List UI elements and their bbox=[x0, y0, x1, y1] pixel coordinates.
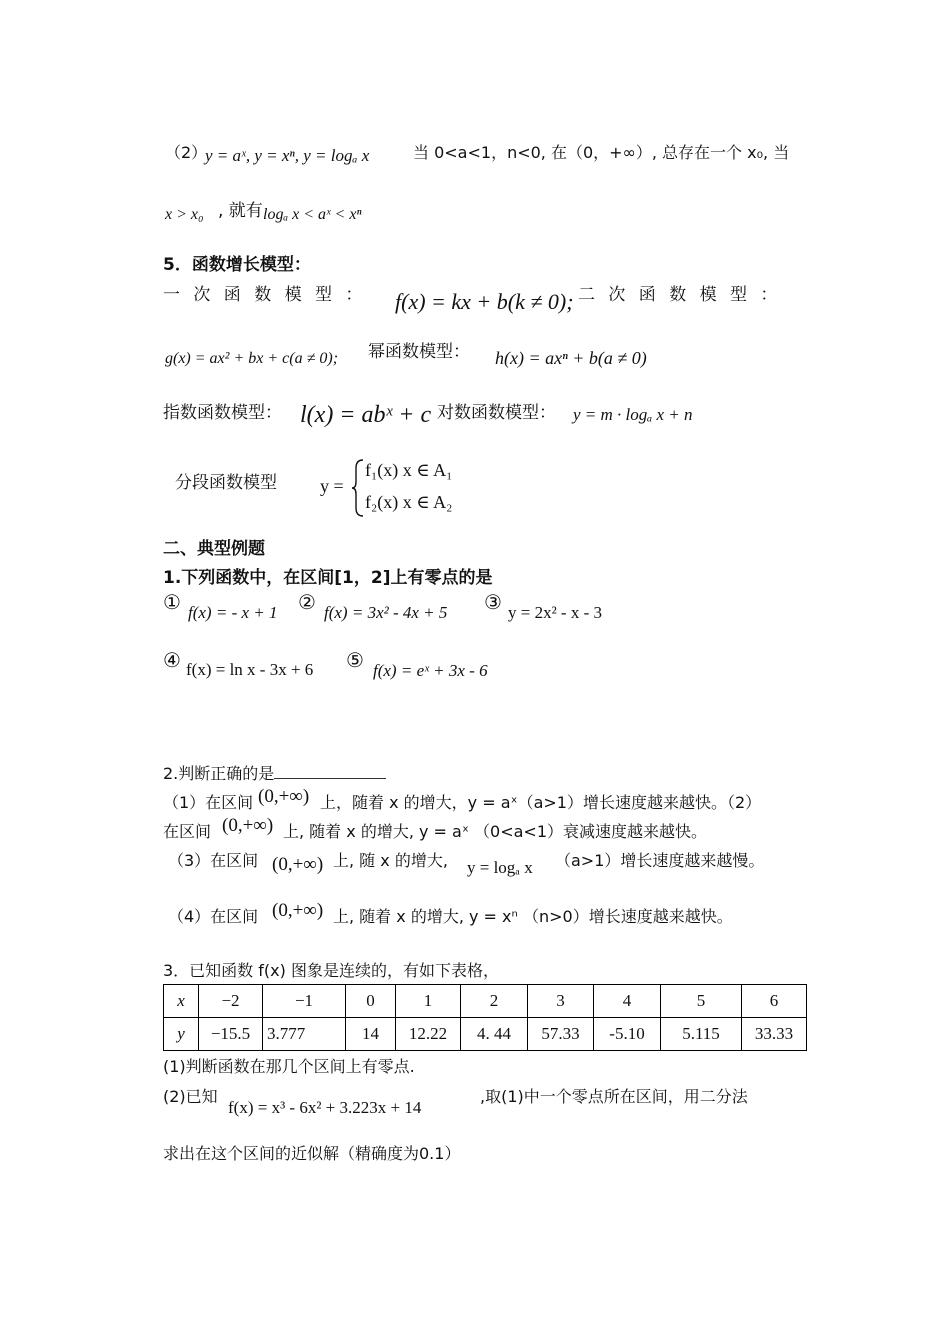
cubic-formula: f(x) = x³ - 6x² + 3.223x + 14 bbox=[228, 1098, 422, 1117]
interval-open-positive-2: (0,+∞) bbox=[222, 815, 274, 836]
condition-x-gt-x0: x > x₀ bbox=[165, 206, 204, 223]
circled-3: ③ bbox=[484, 590, 502, 614]
then-text: , 就有 bbox=[218, 201, 263, 221]
option-2-formula: f(x) = 3x² - 4x + 5 bbox=[324, 603, 448, 622]
piecewise-row-2: f₂(x) x ∈ A₂ bbox=[365, 492, 453, 512]
section-5-title: 5．函数增长模型： bbox=[163, 255, 311, 275]
table-cell: −2 bbox=[199, 985, 263, 1018]
q2-statement-2-prefix: 在区间 bbox=[163, 822, 212, 841]
piecewise-lhs: y = bbox=[320, 476, 344, 496]
circled-4: ④ bbox=[163, 648, 181, 672]
table-cell: 1 bbox=[396, 985, 461, 1018]
q2-statement-2-text: 上, 随着 x 的增大, y = aˣ （0<a<1）衰减速度越来越快。 bbox=[283, 822, 708, 841]
option-5-formula: f(x) = eˣ + 3x - 6 bbox=[373, 661, 488, 680]
q2-statement-3-text: 上, 随 x 的增大, bbox=[333, 851, 448, 870]
table-row bbox=[164, 985, 807, 1018]
table-cell: −1 bbox=[263, 985, 346, 1018]
value-table bbox=[163, 984, 807, 1051]
item-2-prefix: （2） bbox=[165, 143, 208, 162]
table-cell: -5.10 bbox=[594, 1018, 661, 1051]
q2-statement-3-suffix: （a>1）增长速度越来越慢。 bbox=[555, 851, 765, 870]
linear-model-label: 一 次 函 数 模 型 ： bbox=[163, 285, 367, 305]
q3-part-2-text: ,取(1)中一个零点所在区间，用二分法 bbox=[480, 1087, 748, 1106]
table-cell: 33.33 bbox=[742, 1018, 807, 1051]
table-header-y: y bbox=[164, 1018, 199, 1051]
interval-open-positive-3: (0,+∞) bbox=[272, 854, 324, 875]
piecewise-model-label: 分段函数模型 bbox=[175, 473, 277, 493]
q2-statement-4-text: 上, 随着 x 的增大, y = xⁿ （n>0）增长速度越来越快。 bbox=[333, 907, 733, 926]
condition-text: 当 0<a<1，n<0, 在（0，+∞）, 总存在一个 x₀, 当 bbox=[413, 143, 790, 162]
quadratic-model-formula: g(x) = ax² + bx + c(a ≠ 0); bbox=[165, 350, 339, 367]
option-3-formula: y = 2x² - x - 3 bbox=[508, 603, 603, 622]
table-cell: 3.777 bbox=[263, 1018, 346, 1051]
log-model-label: 对数函数模型： bbox=[437, 403, 556, 423]
table-cell: 0 bbox=[346, 985, 396, 1018]
power-model-label: 幂函数模型： bbox=[368, 342, 470, 362]
left-brace-icon bbox=[350, 458, 366, 518]
log-formula: y = logₐ x bbox=[467, 858, 533, 877]
question-3-title: 3．已知函数 f(x) 图象是连续的，有如下表格， bbox=[163, 961, 499, 980]
question-2-title: 2.判断正确的是 bbox=[163, 761, 386, 784]
table-cell: 4 bbox=[594, 985, 661, 1018]
q3-part-1: (1)判断函数在那几个区间上有零点. bbox=[163, 1057, 415, 1076]
log-model-formula: y = m · logₐ x + n bbox=[573, 405, 693, 424]
table-row bbox=[164, 1018, 807, 1051]
table-cell: 5.115 bbox=[661, 1018, 742, 1051]
circled-1: ① bbox=[163, 590, 181, 614]
quadratic-model-label: 二 次 函 数 模 型 ： bbox=[578, 285, 782, 305]
table-cell: 5 bbox=[661, 985, 742, 1018]
q2-statement-1-text: 上，随着 x 的增大，y = aˣ（a>1）增长速度越来越快。（2） bbox=[320, 793, 762, 812]
power-model-formula: h(x) = axⁿ + b(a ≠ 0) bbox=[495, 348, 647, 368]
q3-part-2-prefix: (2)已知 bbox=[163, 1087, 218, 1106]
answer-blank bbox=[274, 764, 386, 779]
q2-statement-1-prefix: （1）在区间 bbox=[163, 793, 254, 812]
table-cell: 4. 44 bbox=[461, 1018, 528, 1051]
piecewise-row-1: f₁(x) x ∈ A₁ bbox=[365, 460, 453, 480]
table-cell: −15.5 bbox=[199, 1018, 263, 1051]
section-2-title: 二、典型例题 bbox=[163, 539, 265, 559]
q3-part-2-continuation: 求出在这个区间的近似解（精确度为0.1） bbox=[163, 1144, 461, 1163]
table-cell: 6 bbox=[742, 985, 807, 1018]
interval-open-positive-4: (0,+∞) bbox=[272, 900, 324, 921]
table-header-x: x bbox=[164, 985, 199, 1018]
exp-model-formula: l(x) = abˣ + c bbox=[300, 402, 432, 428]
circled-2: ② bbox=[298, 590, 316, 614]
table-cell: 57.33 bbox=[528, 1018, 594, 1051]
question-1-title: 1.下列函数中，在区间[1，2]上有零点的是 bbox=[163, 568, 493, 588]
linear-model-formula: f(x) = kx + b(k ≠ 0); bbox=[395, 289, 574, 314]
exp-model-label: 指数函数模型： bbox=[163, 403, 282, 423]
table-cell: 12.22 bbox=[396, 1018, 461, 1051]
q2-statement-4-prefix: （4）在区间 bbox=[168, 907, 259, 926]
q2-statement-3-prefix: （3）在区间 bbox=[168, 851, 259, 870]
option-1-formula: f(x) = - x + 1 bbox=[188, 603, 278, 622]
inequality-formula: logₐ x < aˣ < xⁿ bbox=[263, 206, 362, 223]
option-4-formula: f(x) = ln x - 3x + 6 bbox=[186, 660, 314, 679]
table-cell: 14 bbox=[346, 1018, 396, 1051]
circled-5: ⑤ bbox=[346, 648, 364, 672]
table-cell: 3 bbox=[528, 985, 594, 1018]
interval-open-positive-1: (0,+∞) bbox=[258, 786, 310, 807]
formula-exp-power-log: y = aˣ, y = xⁿ, y = logₐ x bbox=[205, 146, 370, 165]
table-cell: 2 bbox=[461, 985, 528, 1018]
